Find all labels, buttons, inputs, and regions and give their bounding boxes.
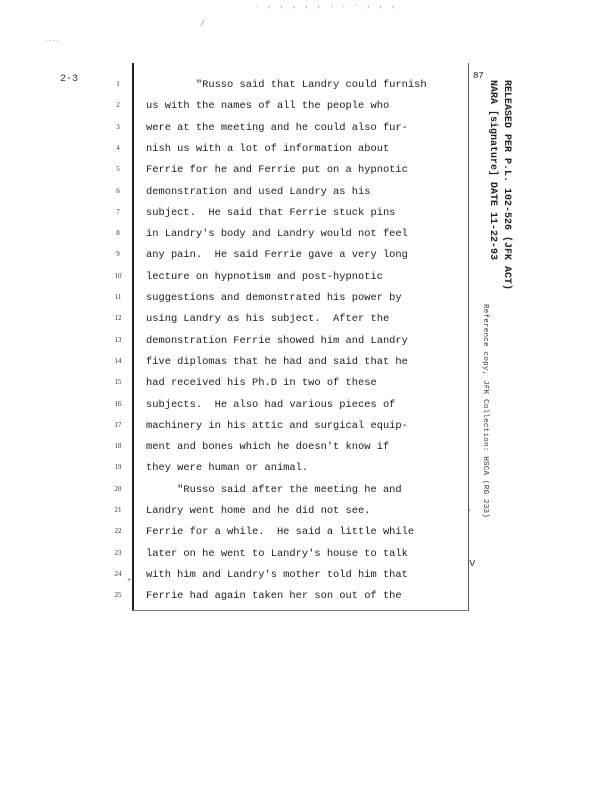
transcript-line: "Russo said after the meeting he and [146,483,402,496]
line-number: 18 [114,442,122,451]
line-number: 4 [116,143,120,152]
line-number: 13 [114,335,122,344]
frame-bottom-rule [132,610,469,611]
transcript-line: Ferrie had again taken her son out of the [146,590,402,603]
line-number: 1 [116,80,120,88]
line-number: 15 [114,378,122,387]
line-number: 12 [114,314,122,323]
line-number: 14 [114,356,122,365]
line-number: 17 [114,420,122,429]
transcript-line: in Landry's body and Landry would not feel [146,228,408,241]
transcript-line: Landry went home and he did not see. [146,505,371,517]
transcript-line: machinery in his attic and surgical equip- [146,419,408,432]
transcript-line: subject. He said that Ferrie stuck pins [146,206,396,219]
transcript-line: lecture on hypnotism and post-hypnotic [146,270,383,283]
top-specks: . , , , , , . . · , , , [255,2,398,10]
line-number: 20 [114,484,122,493]
reference-copy-stamp: Reference copy, JFK Collection: HSCA (RG 233) [481,304,489,519]
transcript-line: ment and bones which he doesn't know if [146,441,390,454]
transcript-line: any pain. He said Ferrie gave a very long [146,249,408,262]
line-number: 23 [114,548,122,557]
frame-right-rule [468,63,469,611]
line-number: 7 [116,207,120,216]
line-number: 2 [116,101,120,110]
line-number: 3 [116,122,120,131]
line-number: 6 [116,186,120,195]
line-number: 22 [114,527,122,536]
left-margin-annotation: 2-3 [60,74,79,85]
line-number: 25 [114,591,122,600]
frame-left-rule [132,63,134,611]
transcript-line: demonstration and used Landry as his [146,185,371,198]
line-number: 11 [114,293,122,301]
margin-plus-mark: + [127,577,132,585]
transcript-line: had received his Ph.D in two of these [146,377,377,390]
transcript-line: us with the names of all the people who [146,100,390,113]
line-number: 10 [114,271,122,280]
line-number: 19 [114,463,122,472]
margin-tick: · [466,506,473,517]
transcript-line: five diplomas that he had and said that he [146,355,408,368]
transcript-line: subjects. He also had various pieces of [146,398,396,411]
line-number: 9 [116,250,120,259]
pencil-mark: / [200,20,205,29]
line-number: 16 [114,399,122,408]
transcript-line: Ferrie for a while. He said a little while [146,526,415,539]
transcript-line: demonstration Ferrie showed him and Landry [146,334,408,347]
transcript-line: Ferrie for he and Ferrie put on a hypnotic [146,164,408,177]
transcript-line: using Landry as his subject. After the [146,313,390,326]
transcript-line: with him and Landry's mother told him that [146,568,408,581]
page-number: 87 [473,71,484,81]
transcript-line: suggestions and demonstrated his power by [146,292,402,304]
transcript-line: they were human or animal. [146,462,309,475]
line-number: 8 [116,229,120,238]
corner-speck: .... [45,36,60,43]
nara-stamp: NARA [signature] DATE 11-22-93 [487,80,498,261]
transcript-line: later on he went to Landry's house to talk [146,547,408,560]
released-stamp: RELEASED PER P.L. 102-526 (JFK ACT) [501,80,512,291]
line-number: 21 [114,506,122,514]
transcript-line: "Russo said that Landry could furnish [146,79,427,91]
margin-check-mark: v [469,558,476,570]
line-number: 5 [116,165,120,174]
transcript-line: nish us with a lot of information about [146,142,390,155]
transcript-line: were at the meeting and he could also fur- [146,121,408,134]
line-number: 24 [114,569,122,578]
